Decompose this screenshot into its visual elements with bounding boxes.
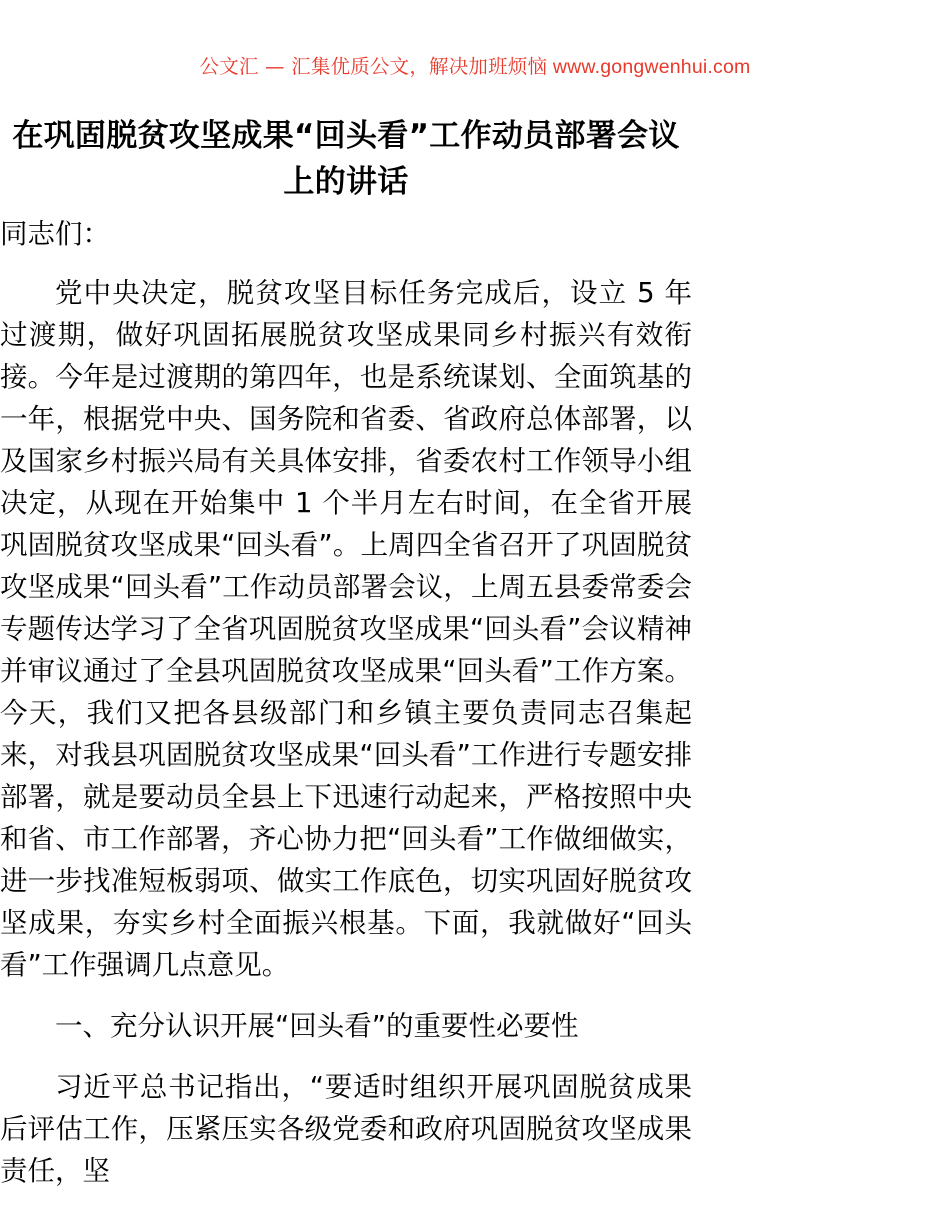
salutation: 同志们： xyxy=(0,218,110,250)
section-heading-1: 一、充分认识开展“回头看”的重要性必要性 xyxy=(55,1010,579,1042)
body-paragraph-1: 党中央决定，脱贫攻坚目标任务完成后，设立 5 年过渡期，做好巩固拓展脱贫攻坚成果同乡村振兴有效衔接。今年是过渡期的第四年，也是系统谋划、全面筑基的一年，根据党中央、国务院和省委、省政府总体部署，以及国家乡村振兴局有关具体安排，省委农村工作领导小组决定，从现在开始集中 1 个半月左右时间，在全省开展巩固脱贫攻坚成果“回头看”。上周四全省召开了巩固脱贫攻坚成果“回头看”工作动员部署会议，上周五县委常委会专题传达学习了全省巩固脱贫攻坚成果“回头看”会议精神并审议通过了全县巩固脱贫攻坚成果“回头看”工作方案。今天，我们又把各县级部门和乡镇主要负责同志召集起来，对我县巩固脱贫攻坚成果“回头看”工作进行专题安排部署，就是要动员全县上下迅速行动起来，严格按照中央和省、市工作部署，齐心协力把“回头看”工作做细做实，进一步找准短板弱项、做实工作底色，切实巩固好脱贫攻坚成果，夯实乡村全面振兴根基。下面，我就做好“回头看”工作强调几点意见。 xyxy=(0,277,692,981)
site-watermark-header xyxy=(0,54,950,80)
paragraph-spacer xyxy=(0,1047,692,1066)
paragraph-spacer xyxy=(0,255,692,272)
watermark-tagline: 公文汇 — 汇集优质公文，解决加班烦恼 xyxy=(199,55,548,78)
paragraph-spacer xyxy=(0,986,692,1005)
document-title: 在巩固脱贫攻坚成果“回头看”工作动员部署会议上的讲话 xyxy=(12,118,680,200)
watermark-url: www.gongwenhui.com xyxy=(552,56,751,78)
section-1-paragraph-1: 习近平总书记指出，“要适时组织开展巩固脱贫成果后评估工作，压紧压实各级党委和政府巩固脱贫攻坚成果责任，坚 xyxy=(0,1071,692,1187)
document-body xyxy=(0,213,692,1192)
